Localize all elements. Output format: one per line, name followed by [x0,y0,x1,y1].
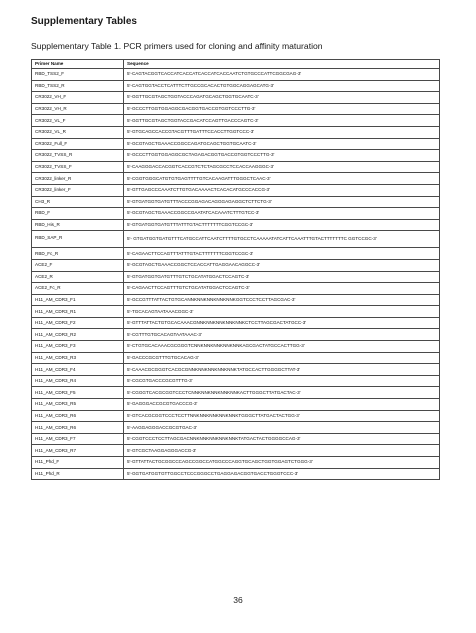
sequence-cell: 5'-GTGCAGCCACCGTACGTTTGATTTCCACCTTGGTCCC-3' [124,126,440,138]
table-row [32,92,440,104]
sequence-cell: 5'-CAGTACGGTCACCATCACCATCACCATCACCAATCTGTGCCCATTCGGCGAG-3' [124,69,440,81]
table-row [32,433,440,445]
sequence-cell: 5'-GTCACGCGGTCCCTCCTTNNKNNKNNKNNKNNKTGGGCTTATGACTACTGG-3' [124,410,440,422]
sequence-cell: 5'-GGTGATGGTGTTGGCCTCCCGGGCCTGAGGAGACGGTGACCTGGGTCCC-3' [124,468,440,480]
primer-name-cell: CR3022_TVSS_R [32,150,124,162]
primer-name-cell: RBD_SAP_R [32,231,124,248]
primer-name-cell: RBD_TSS2_F [32,69,124,81]
sequence-cell: 5'-CGGTCCCTCCTTAGCGACNNKNNKNNKNNKNNKTATGACTACTGGGGCCAG-3' [124,433,440,445]
table-caption: Supplementary Table 1. PCR primers used for cloning and affinity maturation [31,41,323,51]
table-row [32,399,440,411]
table-row [32,231,440,248]
sequence-cell: 5'-GGTTGCGTAGCTGGTACCGACATCCAGTTGACCCAGTC-3' [124,115,440,127]
sequence-cell: 5'-CAAACGCGGGTCACGCGNNKNNKNNKNNKNNKTATGCCACTTGGGGCTTAT-3' [124,364,440,376]
table-row [32,69,440,81]
sequence-cell: 5'-GAGGGACCGCGTGACCCG-3' [124,399,440,411]
sequence-cell: 5'-GTCGCTAAGGAGGGACCG-3' [124,445,440,457]
sequence-cell: 5'-GACCCGCGTTTGTGCACAG-3' [124,352,440,364]
table-row [32,306,440,318]
primer-name-cell: CR3022_TVSS_F [32,161,124,173]
primer-table [31,59,440,480]
primer-name-cell: H11_AM_CDR3_R7 [32,445,124,457]
sequence-cell: 5'-GGTTGCGTAGCTGGTACCCAGATGCAGCTGGTGCAATC-3' [124,92,440,104]
table-row [32,173,440,185]
table-row [32,375,440,387]
table-row [32,457,440,469]
table-body [32,69,440,480]
primer-name-cell: H11_AM_CDR3_R1 [32,306,124,318]
header-sequence: Sequence [124,60,440,69]
primer-name-cell: CR3022_VH_R [32,103,124,115]
sequence-cell: 5'-CGCGTGACCCGCGTTTG-3' [124,375,440,387]
sequence-cell: 5'-CGGGTCACGCGGTCCCTCNNKNNKNNKNNKNNKACTTGGGCTTATGACTAC-3' [124,387,440,399]
table-row [32,138,440,150]
sequence-cell: 5'-GCGTAGCTGAAACCGGCCGAATATCACAAATCTTTGTCC-3' [124,208,440,220]
sequence-cell: 5'-GTGATGGTGATGTTTACCCGGAGACAGGGAGAGGCTCTTCTG-3' [124,196,440,208]
primer-name-cell: RBD_F [32,208,124,220]
sequence-cell: 5'-CTGTGCACAAACGCGGGTCNNKNNKNNKNNKNNKAGCGACTATGCCACTTGG-3' [124,341,440,353]
sequence-cell: 5'-GTGATGGTGATGTTTGTCTGCATATGGACTCCAGTC-3' [124,271,440,283]
table-row [32,283,440,295]
table-row [32,329,440,341]
sequence-cell: 5'-CAAGGGACCACGGTCACCGTCTCTAGCGCCTCCACCAAGGGC-3' [124,161,440,173]
sequence-cell: 5'-GTTATTACTGCGGCCCAGCCGGCCATGGCCCAGGTGCAGCTGGTGGAGTCTGGG-3' [124,457,440,469]
sequence-cell: 5'-GTGATGGTGATGTTTATTTGTACTTTTTTTCGGTCCGC-3' [124,219,440,231]
sequence-cell: 5'-GCCGTTTATTACTGTGCANNKNNKNNKNNKNNKGGTCCCTCCTTAGCGAC-3' [124,294,440,306]
primer-name-cell: CR3022_VH_F [32,92,124,104]
sequence-cell: 5'-GCCCTTGGTGGAGGCGCTAGAGACGGTGACCGTGGTCCCTTG-3' [124,150,440,162]
primer-name-cell: H11_AM_CDR3_R4 [32,375,124,387]
primer-name-cell: H11_AM_CDR3_F2 [32,317,124,329]
table-row [32,387,440,399]
table-row [32,410,440,422]
sequence-cell: 5'-GTTGAGCCCAAATCTTGTGACAAAACTCACACATGCCCACCG-3' [124,184,440,196]
sequence-cell: 5'- GTGATGGTGATGTTTCATGCCATTCAATCTTTTGTGCCTCAAAAATATCATTCAAATTTGTACTTTTTTTC GGTCCGC-3' [124,231,440,248]
primer-name-cell: H11_AM_CDR3_R2 [32,329,124,341]
sequence-cell: 5'-CAGAACTTCCAGTTTATTTGTACTTTTTTTCGGTCCGC-3' [124,248,440,260]
table-row [32,422,440,434]
page-number: 36 [233,595,243,605]
sequence-cell: 5'-GCCCTTGGTGGAGGCGACGGTGACCGTGGTCCCTTG-3' [124,103,440,115]
table-row [32,317,440,329]
primer-name-cell: ACE2_Fc_R [32,283,124,295]
primer-name-cell: ACE2_F [32,259,124,271]
primer-name-cell: H11_AM_CDR3_R6 [32,422,124,434]
sequence-cell: 5'-TGCACAGTAATAAACGGC-3' [124,306,440,318]
primer-name-cell: H11_AM_CDR3_R3 [32,352,124,364]
primer-name-cell: CR3022_Full_F [32,138,124,150]
primer-name-cell: CR3022_VL_F [32,115,124,127]
header-primer-name: Primer Name [32,60,124,69]
table-row [32,352,440,364]
primer-name-cell: RBD_TSS2_R [32,80,124,92]
section-title: Supplementary Tables [31,16,137,27]
primer-name-cell: ACE2_R [32,271,124,283]
sequence-cell: 5'-GCGTAGCTGAAACCGGCCAGATGCAGCTGGTGCAATC-3' [124,138,440,150]
table-row [32,208,440,220]
table-row [32,219,440,231]
primer-name-cell: H11_AM_CDR3_F5 [32,387,124,399]
table-row [32,161,440,173]
sequence-cell: 5'-CAGTGGTACCTCATTTCTTGCCGCACACTGTGGCAGGAGCATG-3' [124,80,440,92]
primer-name-cell: H11_AM_CDR3_F4 [32,364,124,376]
table-row [32,103,440,115]
sequence-cell: 5'-CGTTTGTGCACAGTAATAAAC-3' [124,329,440,341]
table-row [32,196,440,208]
table-row [32,294,440,306]
sequence-cell: 5'-GTTTATTACTGTGCACAAACGNNKNNKNNKNNKNNKCTCCTTAGCGACTATGCC-3' [124,317,440,329]
sequence-cell: 5'-CAGAACTTCCAGTTTGTCTGCATATGGACTCCAGTC-3' [124,283,440,295]
table-row [32,259,440,271]
table-row [32,364,440,376]
primer-name-cell: H11_AM_CDR3_F1 [32,294,124,306]
table-row [32,150,440,162]
table-row [32,248,440,260]
table-row [32,271,440,283]
primer-name-cell: CR3022_linker_F [32,184,124,196]
table-row [32,184,440,196]
primer-table-container [31,59,439,480]
table-row [32,115,440,127]
primer-name-cell: H11_AM_CDR3_R6 [32,410,124,422]
table-row [32,80,440,92]
sequence-cell: 5'-CGGTGGGCATGTGTGAGTTTTGTCACAAGATTTGGGCTCAAC-3' [124,173,440,185]
table-row [32,445,440,457]
primer-name-cell: H11_AM_CDR3_F3 [32,341,124,353]
primer-name-cell: CH3_R [32,196,124,208]
primer-name-cell: RBD_Fc_R [32,248,124,260]
primer-name-cell: H11_AM_CDR3_F7 [32,433,124,445]
sequence-cell: 5'-AAGGAGGGACCGCGTGAC-3' [124,422,440,434]
primer-name-cell: H11_AM_CDR3_R5 [32,399,124,411]
primer-name-cell: H11_Phd_F [32,457,124,469]
primer-name-cell: CR3022_linker_R [32,173,124,185]
primer-name-cell: H11_Phd_R [32,468,124,480]
table-row [32,341,440,353]
table-row [32,126,440,138]
table-row [32,468,440,480]
table-header-row [32,60,440,69]
sequence-cell: 5'-GCGTAGCTGAAACCGGCTCCACCATTGAGGAACAGGCC-3' [124,259,440,271]
primer-name-cell: CR3022_VL_R [32,126,124,138]
primer-name-cell: RBD_His_R [32,219,124,231]
